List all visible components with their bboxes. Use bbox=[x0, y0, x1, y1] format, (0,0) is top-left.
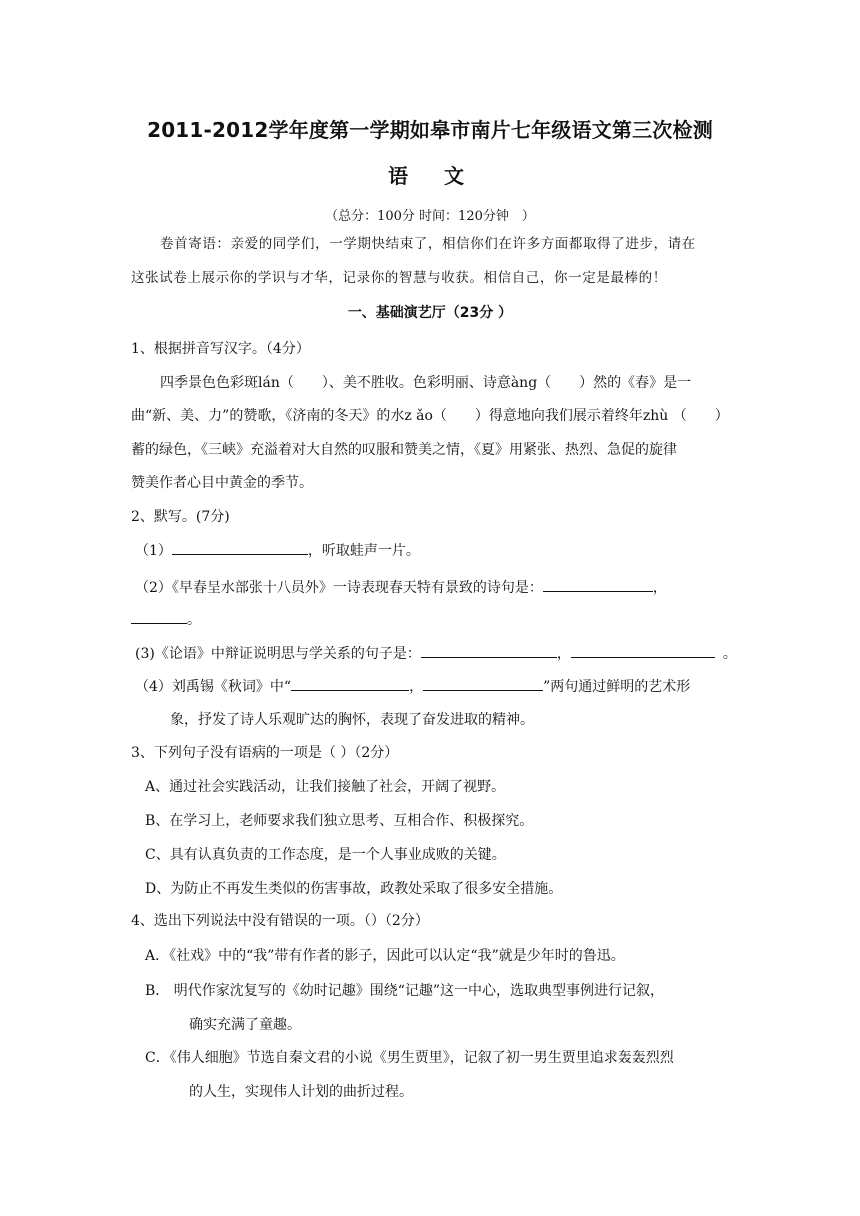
item-2-comma: ， bbox=[652, 580, 667, 596]
question-1-line-3: 蓄的绿色，《三峡》充溢着对大自然的叹服和赞美之情，《夏》用紧张、热烈、急促的旋律 bbox=[131, 442, 677, 458]
question-3-option-c[interactable]: C、具有认真负责的工作态度，是一个人事业成败的关键。 bbox=[145, 847, 506, 863]
question-4-option-b[interactable]: B． 明代作家沈复写的《幼时记趣》围绕“记趣”这一中心，选取典型事例进行记叙， bbox=[145, 983, 665, 999]
question-4-option-b-cont: 确实充满了童趣。 bbox=[189, 1017, 301, 1033]
exam-title: 2011-2012学年度第一学期如皋市南片七年级语文第三次检测 bbox=[147, 118, 713, 142]
intro-line-2: 这张试卷上展示你的学识与才华，记录你的智慧与收获。相信自己，你一定是最棒的！ bbox=[131, 270, 667, 286]
question-3-stem: 3、下列句子没有语病的一项是（ ）（2分） bbox=[131, 745, 399, 761]
item-4-comma: ， bbox=[409, 679, 424, 695]
exam-info: （总分：100分 时间：120分钟 ） bbox=[325, 209, 535, 224]
question-2-item-4-line-2: 象，抒发了诗人乐观旷达的胸怀，表现了奋发进取的精神。 bbox=[170, 712, 534, 728]
answer-blank[interactable] bbox=[291, 676, 409, 691]
question-4-stem: 4、选出下列说法中没有错误的一项。（）（2分） bbox=[131, 913, 429, 929]
question-4-option-c[interactable]: C．《伟人细胞》节选自秦文君的小说《男生贾里》，记叙了初一男生贾里追求轰轰烈烈 bbox=[145, 1050, 674, 1066]
item-2-end: 。 bbox=[187, 612, 201, 628]
answer-blank[interactable] bbox=[423, 676, 543, 691]
item-3-comma: ， bbox=[556, 646, 571, 662]
item-3-text: (3)《论语》中辩证说明思与学关系的句子是： bbox=[135, 646, 421, 662]
question-3-option-d[interactable]: D、为防止不再发生类似的伤害事故，政教处采取了很多安全措施。 bbox=[145, 881, 563, 897]
answer-blank[interactable] bbox=[571, 643, 715, 658]
question-2-stem: 2、默写。(7分) bbox=[131, 509, 230, 525]
question-1-line-4: 赞美作者心目中黄金的季节。 bbox=[131, 475, 313, 491]
question-4-option-a[interactable]: A．《社戏》中的“我”带有作者的影子，因此可以认定“我”就是少年时的鲁迅。 bbox=[145, 948, 625, 964]
question-2-item-4 bbox=[135, 676, 690, 697]
answer-blank[interactable] bbox=[172, 540, 308, 555]
section-heading: 一、基础演艺厅（23分 ） bbox=[347, 305, 513, 321]
question-1-line-1: 四季景色色彩斑lán（ ）、美不胜收。色彩明丽、诗意àng（ ）然的《春》是一 bbox=[160, 375, 692, 391]
question-2-item-2-cont bbox=[131, 609, 201, 630]
question-3-option-b[interactable]: B、在学习上，老师要求我们独立思考、互相合作、积极探究。 bbox=[145, 813, 534, 829]
item-2-text: （2）《早春呈水部张十八员外》一诗表现春天特有景致的诗句是： bbox=[135, 580, 543, 596]
question-1-stem: 1、根据拼音写汉字。（4分） bbox=[131, 341, 310, 357]
answer-blank[interactable] bbox=[131, 609, 187, 624]
question-2-item-2 bbox=[135, 577, 667, 598]
answer-blank[interactable] bbox=[421, 643, 557, 658]
question-2-item-1 bbox=[135, 540, 420, 561]
item-1-prefix: （1） bbox=[135, 543, 172, 559]
question-2-item-3 bbox=[135, 643, 737, 664]
question-4-option-c-cont: 的人生，实现伟人计划的曲折过程。 bbox=[189, 1084, 413, 1100]
item-4-suffix: ”两句通过鲜明的艺术形 bbox=[543, 679, 691, 695]
question-3-option-a[interactable]: A、通过社会实践活动，让我们接触了社会，开阔了视野。 bbox=[145, 779, 506, 795]
item-1-suffix: ，听取蛙声一片。 bbox=[307, 543, 420, 559]
item-3-end: 。 bbox=[722, 646, 737, 662]
intro-line-1: 卷首寄语：亲爱的同学们，一学期快结束了，相信你们在许多方面都取得了进步，请在 bbox=[160, 236, 696, 252]
exam-subject: 语 文 bbox=[388, 164, 472, 188]
item-4-prefix: （4）刘禹锡《秋词》中“ bbox=[135, 679, 292, 695]
answer-blank[interactable] bbox=[543, 577, 653, 592]
question-1-line-2: 曲“新、美、力”的赞歌，《济南的冬天》的水z ǎo（ ）得意地向我们展示着终年zhù （ ） bbox=[131, 408, 729, 424]
